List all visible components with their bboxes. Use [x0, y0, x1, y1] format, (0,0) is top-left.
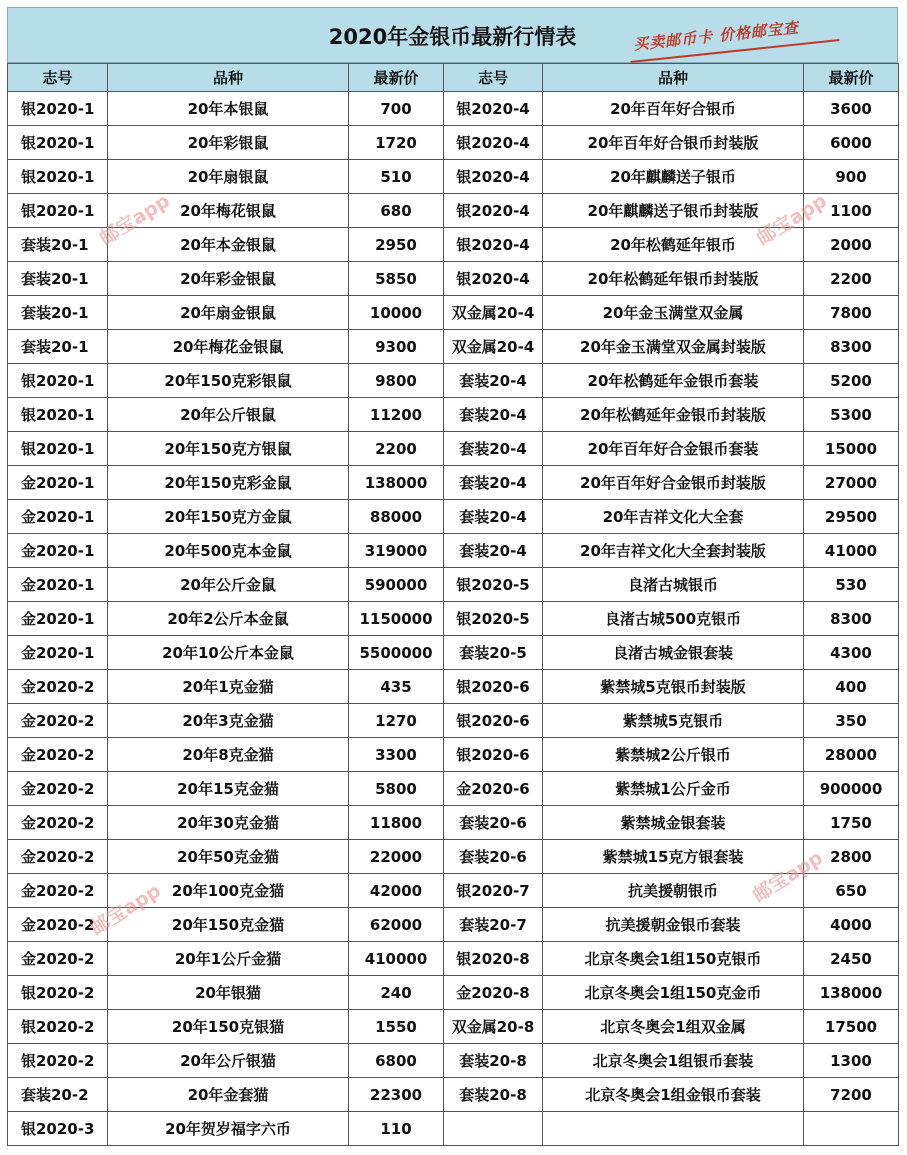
left-price-cell: 2950 — [349, 228, 444, 262]
left-code-cell: 金2020-1 — [8, 636, 108, 670]
right-code-cell: 银2020-4 — [444, 194, 543, 228]
left-price-cell: 1270 — [349, 704, 444, 738]
table-row — [8, 942, 899, 976]
right-variety-cell: 20年松鹤延年银币 — [543, 228, 804, 262]
left-variety-cell: 20年银猫 — [108, 976, 349, 1010]
right-code-cell: 银2020-4 — [444, 160, 543, 194]
left-price-cell: 319000 — [349, 534, 444, 568]
right-price-cell: 29500 — [804, 500, 899, 534]
table-row — [8, 398, 899, 432]
left-price-cell: 3300 — [349, 738, 444, 772]
left-price-cell: 1550 — [349, 1010, 444, 1044]
watermark: 邮宝app — [86, 879, 165, 940]
left-price-cell: 6800 — [349, 1044, 444, 1078]
right-code-cell: 套装20-5 — [444, 636, 543, 670]
right-price-cell: 4300 — [804, 636, 899, 670]
right-variety-cell: 紫禁城15克方银套装 — [543, 840, 804, 874]
left-variety-cell: 20年1克金猫 — [108, 670, 349, 704]
right-variety-cell: 北京冬奥会1组金银币套装 — [543, 1078, 804, 1112]
left-variety-cell: 20年金套猫 — [108, 1078, 349, 1112]
left-price-cell: 9300 — [349, 330, 444, 364]
left-price-cell: 11200 — [349, 398, 444, 432]
right-variety-cell — [543, 1112, 804, 1146]
right-price-cell: 900 — [804, 160, 899, 194]
header-price-right: 最新价 — [804, 64, 899, 92]
watermark: 邮宝app — [752, 189, 831, 250]
left-variety-cell: 20年扇银鼠 — [108, 160, 349, 194]
price-sheet — [7, 7, 898, 1146]
left-variety-cell: 20年梅花金银鼠 — [108, 330, 349, 364]
left-variety-cell: 20年公斤银鼠 — [108, 398, 349, 432]
table-row — [8, 262, 899, 296]
left-variety-cell: 20年1公斤金猫 — [108, 942, 349, 976]
right-code-cell: 银2020-4 — [444, 228, 543, 262]
right-variety-cell: 20年吉祥文化大全套 — [543, 500, 804, 534]
watermark: 邮宝app — [95, 189, 174, 250]
table-row — [8, 296, 899, 330]
left-code-cell: 银2020-1 — [8, 160, 108, 194]
header-code-left: 志号 — [8, 64, 108, 92]
right-price-cell: 650 — [804, 874, 899, 908]
left-variety-cell: 20年30克金猫 — [108, 806, 349, 840]
left-price-cell: 88000 — [349, 500, 444, 534]
right-code-cell: 银2020-7 — [444, 874, 543, 908]
left-code-cell: 银2020-2 — [8, 1010, 108, 1044]
left-code-cell: 套装20-1 — [8, 228, 108, 262]
right-price-cell: 2450 — [804, 942, 899, 976]
left-code-cell: 金2020-1 — [8, 466, 108, 500]
right-price-cell: 2200 — [804, 262, 899, 296]
right-code-cell: 套装20-8 — [444, 1078, 543, 1112]
left-code-cell: 金2020-2 — [8, 874, 108, 908]
right-price-cell: 7200 — [804, 1078, 899, 1112]
table-row — [8, 1078, 899, 1112]
right-code-cell: 套装20-6 — [444, 840, 543, 874]
table-row — [8, 976, 899, 1010]
right-code-cell: 银2020-4 — [444, 92, 543, 126]
right-price-cell: 8300 — [804, 602, 899, 636]
right-code-cell: 银2020-4 — [444, 262, 543, 296]
right-variety-cell: 北京冬奥会1组双金属 — [543, 1010, 804, 1044]
right-price-cell: 1750 — [804, 806, 899, 840]
right-variety-cell: 北京冬奥会1组银币套装 — [543, 1044, 804, 1078]
table-row — [8, 670, 899, 704]
right-variety-cell: 良渚古城银币 — [543, 568, 804, 602]
page-title: 2020年金银币最新行情表 — [328, 25, 577, 49]
left-code-cell: 套装20-1 — [8, 330, 108, 364]
header-row — [8, 64, 899, 92]
table-row — [8, 1044, 899, 1078]
left-price-cell: 240 — [349, 976, 444, 1010]
right-price-cell: 400 — [804, 670, 899, 704]
table-row — [8, 840, 899, 874]
left-code-cell: 银2020-2 — [8, 1044, 108, 1078]
right-code-cell: 套装20-7 — [444, 908, 543, 942]
left-code-cell: 金2020-1 — [8, 500, 108, 534]
right-variety-cell: 北京冬奥会1组150克金币 — [543, 976, 804, 1010]
right-variety-cell: 20年麒麟送子银币封装版 — [543, 194, 804, 228]
left-variety-cell: 20年3克金猫 — [108, 704, 349, 738]
right-price-cell: 4000 — [804, 908, 899, 942]
right-code-cell: 银2020-6 — [444, 670, 543, 704]
left-code-cell: 金2020-2 — [8, 908, 108, 942]
right-price-cell: 530 — [804, 568, 899, 602]
right-price-cell: 350 — [804, 704, 899, 738]
right-code-cell: 金2020-8 — [444, 976, 543, 1010]
left-price-cell: 11800 — [349, 806, 444, 840]
right-price-cell: 3600 — [804, 92, 899, 126]
right-code-cell: 套装20-4 — [444, 364, 543, 398]
right-price-cell: 7800 — [804, 296, 899, 330]
table-row — [8, 568, 899, 602]
right-variety-cell: 20年百年好合金银币套装 — [543, 432, 804, 466]
left-variety-cell: 20年本金银鼠 — [108, 228, 349, 262]
table-row — [8, 500, 899, 534]
right-variety-cell: 良渚古城500克银币 — [543, 602, 804, 636]
table-row — [8, 806, 899, 840]
right-price-cell: 17500 — [804, 1010, 899, 1044]
right-variety-cell: 20年百年好合金银币封装版 — [543, 466, 804, 500]
right-code-cell: 套装20-4 — [444, 432, 543, 466]
left-code-cell: 银2020-1 — [8, 194, 108, 228]
left-price-cell: 680 — [349, 194, 444, 228]
right-price-cell: 2800 — [804, 840, 899, 874]
right-code-cell: 银2020-5 — [444, 568, 543, 602]
left-variety-cell: 20年150克金猫 — [108, 908, 349, 942]
right-code-cell: 银2020-8 — [444, 942, 543, 976]
price-table — [7, 63, 899, 1146]
left-code-cell: 金2020-2 — [8, 772, 108, 806]
table-row — [8, 194, 899, 228]
right-price-cell: 2000 — [804, 228, 899, 262]
table-row — [8, 704, 899, 738]
left-price-cell: 1720 — [349, 126, 444, 160]
right-code-cell: 套装20-4 — [444, 398, 543, 432]
table-row — [8, 466, 899, 500]
left-variety-cell: 20年彩银鼠 — [108, 126, 349, 160]
left-code-cell: 银2020-1 — [8, 126, 108, 160]
right-price-cell: 8300 — [804, 330, 899, 364]
right-price-cell: 1300 — [804, 1044, 899, 1078]
left-code-cell: 银2020-1 — [8, 398, 108, 432]
left-price-cell: 410000 — [349, 942, 444, 976]
left-variety-cell: 20年150克方金鼠 — [108, 500, 349, 534]
right-variety-cell: 紫禁城2公斤银币 — [543, 738, 804, 772]
left-price-cell: 62000 — [349, 908, 444, 942]
left-variety-cell: 20年贺岁福字六币 — [108, 1112, 349, 1146]
left-variety-cell: 20年10公斤本金鼠 — [108, 636, 349, 670]
right-variety-cell: 20年金玉满堂双金属 — [543, 296, 804, 330]
left-variety-cell: 20年2公斤本金鼠 — [108, 602, 349, 636]
table-row — [8, 92, 899, 126]
left-code-cell: 金2020-1 — [8, 602, 108, 636]
right-variety-cell: 抗美援朝银币 — [543, 874, 804, 908]
table-row — [8, 908, 899, 942]
right-variety-cell: 紫禁城金银套装 — [543, 806, 804, 840]
right-code-cell: 双金属20-8 — [444, 1010, 543, 1044]
table-row — [8, 1010, 899, 1044]
left-code-cell: 银2020-3 — [8, 1112, 108, 1146]
header-code-right: 志号 — [444, 64, 543, 92]
right-variety-cell: 紫禁城5克银币封装版 — [543, 670, 804, 704]
left-price-cell: 2200 — [349, 432, 444, 466]
left-price-cell: 9800 — [349, 364, 444, 398]
right-variety-cell: 20年百年好合银币 — [543, 92, 804, 126]
right-price-cell: 28000 — [804, 738, 899, 772]
left-variety-cell: 20年15克金猫 — [108, 772, 349, 806]
right-code-cell: 套装20-4 — [444, 534, 543, 568]
right-code-cell — [444, 1112, 543, 1146]
table-row — [8, 364, 899, 398]
table-row — [8, 432, 899, 466]
right-code-cell: 套装20-4 — [444, 500, 543, 534]
right-price-cell: 41000 — [804, 534, 899, 568]
left-price-cell: 10000 — [349, 296, 444, 330]
left-code-cell: 银2020-1 — [8, 92, 108, 126]
left-variety-cell: 20年彩金银鼠 — [108, 262, 349, 296]
table-row — [8, 772, 899, 806]
stamp-text: 买卖邮币卡 价格邮宝查 — [632, 18, 800, 54]
left-price-cell: 5800 — [349, 772, 444, 806]
table-row — [8, 602, 899, 636]
table-row — [8, 228, 899, 262]
table-row — [8, 126, 899, 160]
right-variety-cell: 紫禁城1公斤金币 — [543, 772, 804, 806]
right-code-cell: 银2020-6 — [444, 704, 543, 738]
left-price-cell: 110 — [349, 1112, 444, 1146]
left-code-cell: 金2020-2 — [8, 840, 108, 874]
right-variety-cell: 20年松鹤延年银币封装版 — [543, 262, 804, 296]
left-variety-cell: 20年50克金猫 — [108, 840, 349, 874]
left-code-cell: 金2020-1 — [8, 568, 108, 602]
table-row — [8, 874, 899, 908]
left-code-cell: 套装20-1 — [8, 296, 108, 330]
left-code-cell: 银2020-1 — [8, 364, 108, 398]
left-price-cell: 5500000 — [349, 636, 444, 670]
left-price-cell: 22300 — [349, 1078, 444, 1112]
left-price-cell: 700 — [349, 92, 444, 126]
table-body — [8, 92, 899, 1146]
left-variety-cell: 20年150克彩金鼠 — [108, 466, 349, 500]
right-price-cell: 900000 — [804, 772, 899, 806]
right-variety-cell: 20年百年好合银币封装版 — [543, 126, 804, 160]
table-row — [8, 738, 899, 772]
right-variety-cell: 北京冬奥会1组150克银币 — [543, 942, 804, 976]
left-variety-cell: 20年扇金银鼠 — [108, 296, 349, 330]
left-code-cell: 金2020-2 — [8, 704, 108, 738]
right-price-cell: 5300 — [804, 398, 899, 432]
right-variety-cell: 20年金玉满堂双金属封装版 — [543, 330, 804, 364]
right-code-cell: 双金属20-4 — [444, 330, 543, 364]
right-code-cell: 金2020-6 — [444, 772, 543, 806]
header-variety-right: 品种 — [543, 64, 804, 92]
right-code-cell: 套装20-4 — [444, 466, 543, 500]
left-price-cell: 42000 — [349, 874, 444, 908]
left-code-cell: 套装20-2 — [8, 1078, 108, 1112]
left-variety-cell: 20年梅花银鼠 — [108, 194, 349, 228]
left-price-cell: 590000 — [349, 568, 444, 602]
right-price-cell — [804, 1112, 899, 1146]
table-row — [8, 636, 899, 670]
right-code-cell: 银2020-4 — [444, 126, 543, 160]
right-variety-cell: 20年吉祥文化大全套封装版 — [543, 534, 804, 568]
right-variety-cell: 20年松鹤延年金银币封装版 — [543, 398, 804, 432]
right-price-cell: 138000 — [804, 976, 899, 1010]
left-variety-cell: 20年公斤金鼠 — [108, 568, 349, 602]
left-variety-cell: 20年本银鼠 — [108, 92, 349, 126]
left-price-cell: 138000 — [349, 466, 444, 500]
right-code-cell: 银2020-5 — [444, 602, 543, 636]
right-variety-cell: 20年松鹤延年金银币套装 — [543, 364, 804, 398]
right-price-cell: 27000 — [804, 466, 899, 500]
left-code-cell: 金2020-2 — [8, 806, 108, 840]
left-variety-cell: 20年150克方银鼠 — [108, 432, 349, 466]
left-price-cell: 1150000 — [349, 602, 444, 636]
title-bar — [7, 7, 898, 63]
watermark: 邮宝app — [748, 846, 827, 907]
left-variety-cell: 20年公斤银猫 — [108, 1044, 349, 1078]
right-price-cell: 5200 — [804, 364, 899, 398]
left-code-cell: 金2020-2 — [8, 738, 108, 772]
left-variety-cell: 20年150克彩银鼠 — [108, 364, 349, 398]
right-price-cell: 1100 — [804, 194, 899, 228]
right-code-cell: 银2020-6 — [444, 738, 543, 772]
right-code-cell: 双金属20-4 — [444, 296, 543, 330]
left-code-cell: 银2020-1 — [8, 432, 108, 466]
left-code-cell: 金2020-1 — [8, 534, 108, 568]
left-price-cell: 435 — [349, 670, 444, 704]
table-row — [8, 1112, 899, 1146]
left-price-cell: 5850 — [349, 262, 444, 296]
header-price-left: 最新价 — [349, 64, 444, 92]
left-code-cell: 金2020-2 — [8, 942, 108, 976]
left-price-cell: 22000 — [349, 840, 444, 874]
left-price-cell: 510 — [349, 160, 444, 194]
left-variety-cell: 20年8克金猫 — [108, 738, 349, 772]
left-variety-cell: 20年100克金猫 — [108, 874, 349, 908]
left-variety-cell: 20年500克本金鼠 — [108, 534, 349, 568]
table-row — [8, 534, 899, 568]
right-price-cell: 15000 — [804, 432, 899, 466]
right-code-cell: 套装20-8 — [444, 1044, 543, 1078]
right-variety-cell: 紫禁城5克银币 — [543, 704, 804, 738]
table-row — [8, 160, 899, 194]
left-code-cell: 银2020-2 — [8, 976, 108, 1010]
left-code-cell: 套装20-1 — [8, 262, 108, 296]
right-code-cell: 套装20-6 — [444, 806, 543, 840]
left-variety-cell: 20年150克银猫 — [108, 1010, 349, 1044]
right-variety-cell: 良渚古城金银套装 — [543, 636, 804, 670]
right-variety-cell: 抗美援朝金银币套装 — [543, 908, 804, 942]
right-price-cell: 6000 — [804, 126, 899, 160]
right-variety-cell: 20年麒麟送子银币 — [543, 160, 804, 194]
header-variety-left: 品种 — [108, 64, 349, 92]
table-row — [8, 330, 899, 364]
left-code-cell: 金2020-2 — [8, 670, 108, 704]
